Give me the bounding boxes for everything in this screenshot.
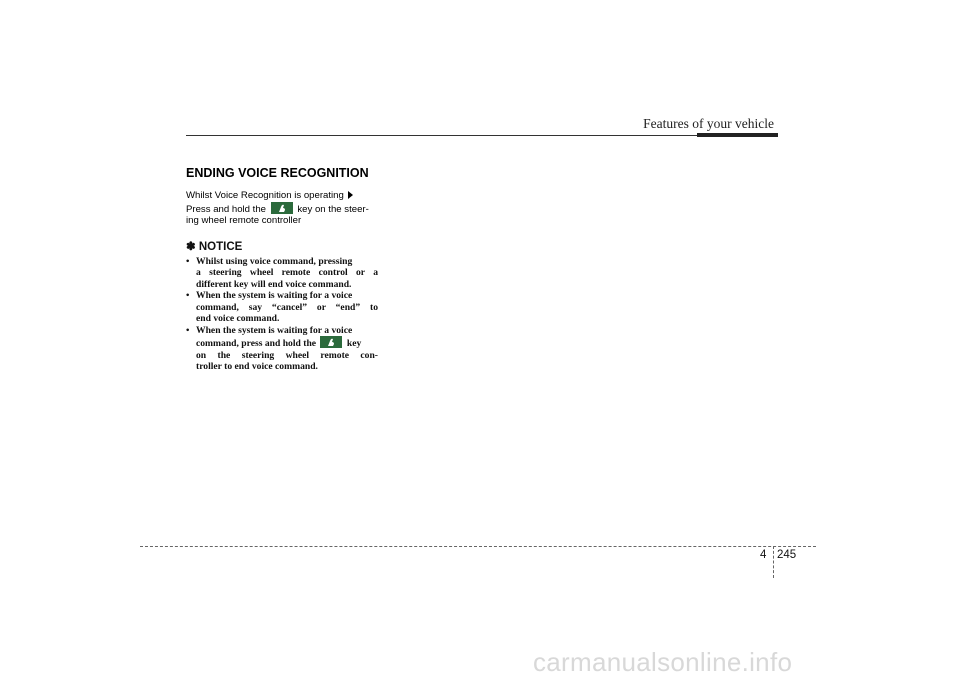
notice-item-2-line-3: end voice command. <box>196 313 280 324</box>
notice-item-1-line-2: a steering wheel remote control or a <box>196 267 378 278</box>
body-line-1 <box>186 190 378 202</box>
bullet: • <box>186 255 190 267</box>
notice-heading <box>186 239 378 253</box>
notice-item-3-line-2-before: command, press and hold the <box>196 338 317 349</box>
header-rule <box>186 135 778 136</box>
watermark: carmanualsonline.info <box>533 647 793 677</box>
notice-item-2-line-2: command, say “cancel” or “end” to <box>196 301 378 313</box>
notice-symbol: ✽ <box>186 240 196 253</box>
body-line-2-text-after: key on the steer- <box>297 203 369 215</box>
notice-item-3-line-1: When the system is waiting for a voice <box>196 324 353 336</box>
notice-item-2-line-1: When the system is waiting for a voice <box>196 290 353 301</box>
section-heading: ENDING VOICE RECOGNITION <box>186 166 369 180</box>
footer-rule <box>140 546 816 547</box>
header-rule-accent <box>697 133 778 137</box>
notice-item-3-line-2-after: key <box>346 338 362 349</box>
page-number: 245 <box>777 549 797 561</box>
content-column <box>186 166 378 373</box>
notice-item-3-line-2 <box>186 336 378 350</box>
bullet: • <box>186 324 190 336</box>
notice-item-1 <box>186 256 378 291</box>
body-line-1-text: Whilst Voice Recognition is operating <box>186 190 344 201</box>
notice-item-3-line-4: troller to end voice command. <box>196 361 318 372</box>
notice-item-3 <box>186 325 378 373</box>
notice-item-1-line-1: Whilst using voice command, pressing <box>196 255 353 267</box>
chapter-number: 4 <box>760 549 767 561</box>
play-arrow-icon <box>348 191 353 199</box>
body-line-2 <box>186 202 378 216</box>
notice-label: NOTICE <box>198 240 243 253</box>
notice-item-2 <box>186 290 378 325</box>
notice-item-1-line-3: different key will end voice command. <box>196 278 352 290</box>
notice-list <box>186 256 378 373</box>
page-number-divider <box>773 546 774 578</box>
voice-recognition-key-icon <box>271 202 293 214</box>
notice-item-3-line-3: on the steering wheel remote con- <box>196 349 378 361</box>
body-line-3: ing wheel remote controller <box>186 215 302 226</box>
bullet: • <box>186 290 190 301</box>
header-title: Features of your vehicle <box>643 116 774 131</box>
body-line-2-text-before: Press and hold the <box>186 203 267 215</box>
voice-recognition-key-icon <box>320 336 342 348</box>
